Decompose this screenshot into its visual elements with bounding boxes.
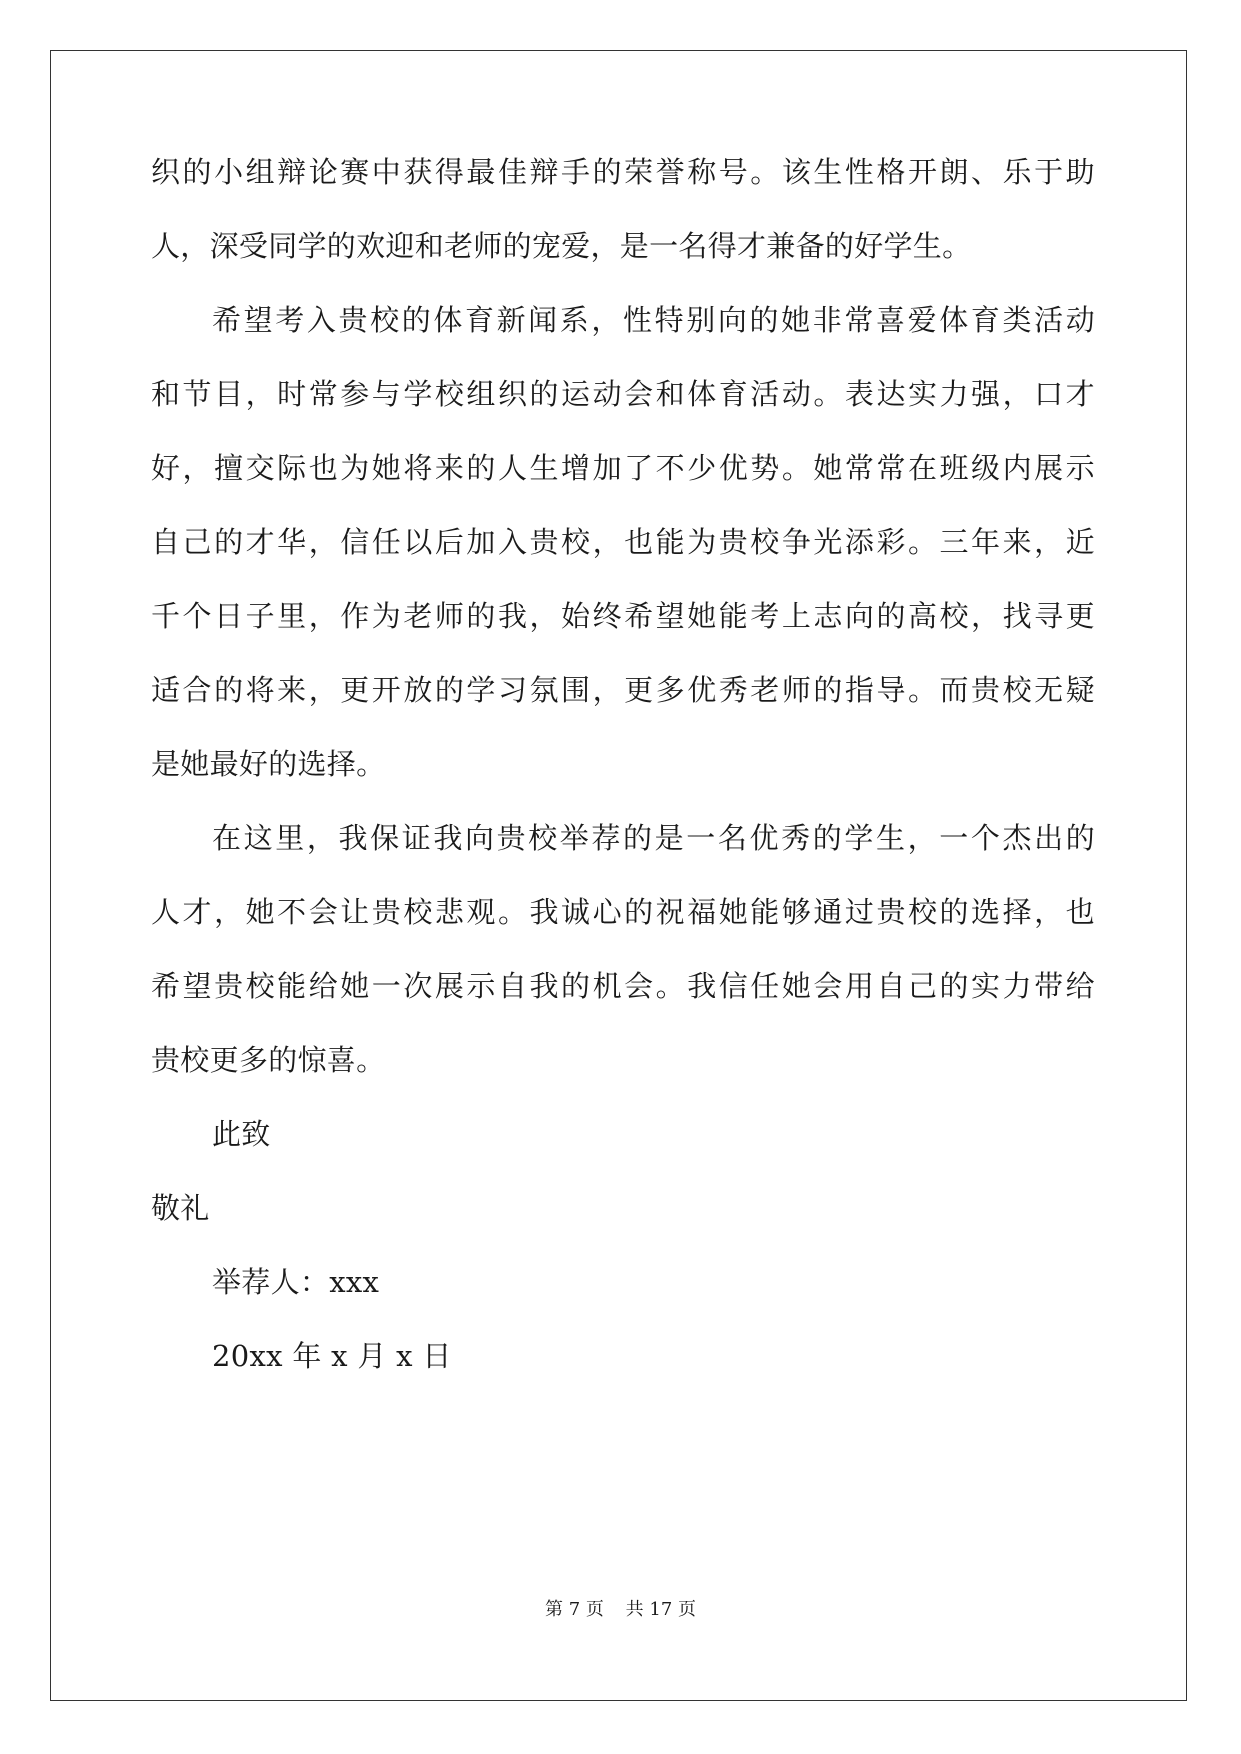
paragraph-1-line-2: 人，深受同学的欢迎和老师的宠爱，是一名得才兼备的好学生。	[151, 229, 972, 263]
paragraph-2-line-3: 好，擅交际也为她将来的人生增加了不少优势。她常常在班级内展示	[151, 451, 1095, 485]
paragraph-2-line-2: 和节目，时常参与学校组织的运动会和体育活动。表达实力强，口才	[151, 377, 1095, 411]
paragraph-2-line-1: 希望考入贵校的体育新闻系，性特别向的她非常喜爱体育类活动	[212, 303, 1095, 337]
page-number-current: 第 7 页	[545, 1599, 604, 1620]
paragraph-3-line-2: 人才，她不会让贵校悲观。我诚心的祝福她能够通过贵校的选择，也	[151, 895, 1095, 929]
paragraph-2-line-7: 是她最好的选择。	[151, 747, 386, 781]
paragraph-2-line-5: 千个日子里，作为老师的我，始终希望她能考上志向的高校，找寻更	[151, 599, 1095, 633]
paragraph-2-line-4: 自己的才华，信任以后加入贵校，也能为贵校争光添彩。三年来，近	[151, 525, 1095, 559]
letter-date: 20xx 年 x 月 x 日	[212, 1339, 452, 1373]
page-footer	[0, 1598, 1241, 1622]
paragraph-3-line-4: 贵校更多的惊喜。	[151, 1043, 386, 1077]
closing-salutation-1: 此致	[212, 1117, 271, 1151]
paragraph-3-line-3: 希望贵校能给她一次展示自我的机会。我信任她会用自己的实力带给	[151, 969, 1095, 1003]
page-number-total: 共 17 页	[625, 1599, 696, 1620]
paragraph-3-line-1: 在这里，我保证我向贵校举荐的是一名优秀的学生，一个杰出的	[212, 821, 1095, 855]
closing-salutation-2: 敬礼	[151, 1191, 210, 1225]
page-border	[50, 50, 1187, 1701]
paragraph-1-line-1: 织的小组辩论赛中获得最佳辩手的荣誉称号。该生性格开朗、乐于助	[151, 155, 1095, 189]
recommender-signature: 举荐人：xxx	[212, 1265, 380, 1299]
paragraph-2-line-6: 适合的将来，更开放的学习氛围，更多优秀老师的指导。而贵校无疑	[151, 673, 1095, 707]
